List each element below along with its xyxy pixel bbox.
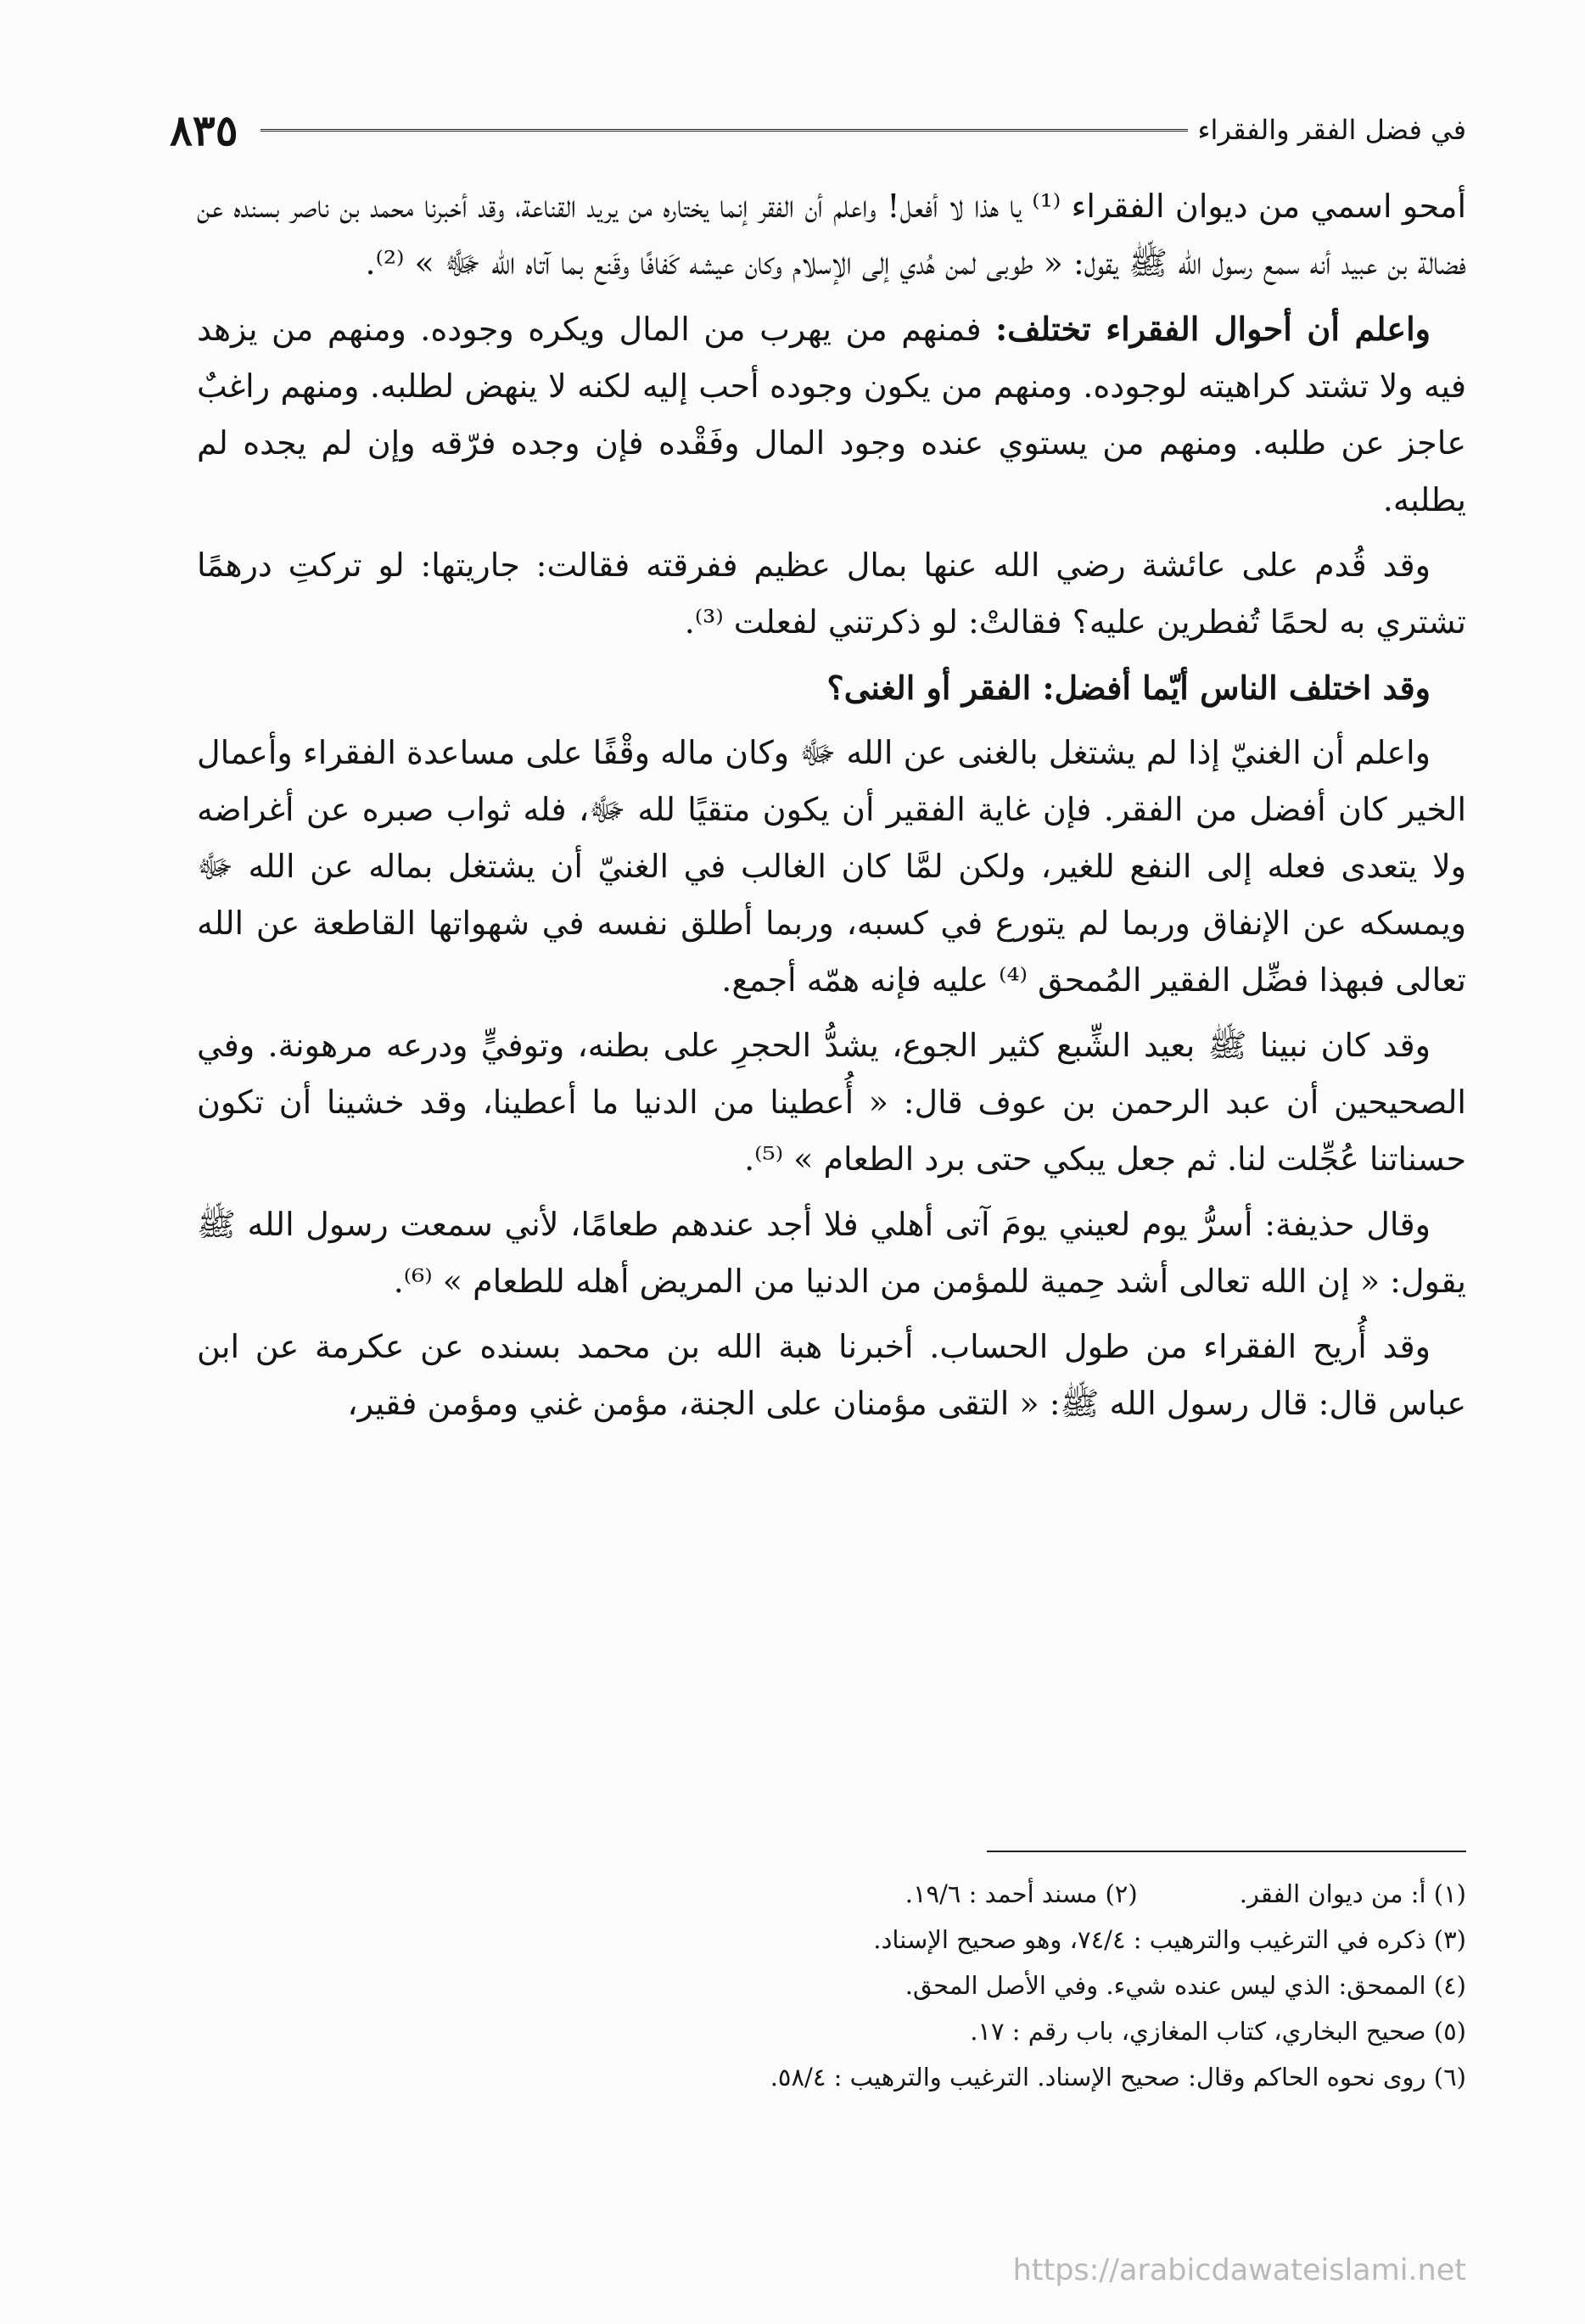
paragraph-8: وقد أُريح الفقراء من طول الحساب. أخبرنا هبة الله بن محمد بسنده عن عكرمة عن ابن عباس قال: قال رسول الله ﷺ: « التقى مؤمنان على الجنة، مؤمن غني ومؤمن فقير، [197,1328,1466,1422]
footnote-5: (٥) صحيح البخاري، كتاب المغازي، باب رقم : ١٧. [970,2017,1466,2046]
footnote-row [197,1963,1466,2008]
footnote-rule [987,1851,1466,1852]
running-header [170,100,1466,160]
running-title: في فضل الفقر والفقراء [1197,114,1466,146]
paragraph-7: وقال حذيفة: أسرُّ يوم لعيني يومَ آتى أهلي فلا أجد عندهم طعامًا، لأني سمعت رسول الله ﷺ يقول: « إن الله تعالى أشد حِمية للمؤمن من الدنيا من المريض أهله للطعام » ⁽⁶⁾. [197,1206,1466,1300]
paragraph-2-heading: واعلم أن أحوال الفقراء تختلف: [995,310,1431,348]
paragraph-2 [197,300,1466,529]
footnote-4: (٤) الممحق: الذي ليس عنده شيء. وفي الأصل المحق. [905,1971,1466,2000]
paragraph-1: أمحو اسمي من ديوان الفقراء ⁽¹⁾ يا هذا لا أفعل! واعلم أن الفقر إنما يختاره من يريد القناعة، وقد أخبرنا محمد بن ناصر بسنده عن فضالة بن عبيد أنه سمع رسول الله ﷺ يقول: « طوبى لمن هُدي إلى الإسلام وكان عيشه كَفافًا وقَنع بما آتاه الله ﷻ » ⁽²⁾. [197,188,1467,282]
header-rule [260,129,1188,132]
footnote-1: (١) أ: من ديوان الفقر. [1239,1879,1466,1908]
page-number: ٨٣٥ [170,104,238,155]
paragraph-2-text: فمنهم من يهرب من المال ويكره وجوده. ومنهم من يزهد فيه ولا تشتد كراهيته لوجوده. ومنهم من يكون وجوده أحب إليه لكنه لا ينهض لطلبه. ومنهم راغبٌ عاجز عن طلبه. ومنهم من يستوي عنده وجود المال وفَقْده فإن وجده فرّقه وإن لم يجده لم يطلبه. [197,311,1466,518]
footnote-3: (٣) ذكره في الترغيب والترهيب : ٧٤/٤، وهو صحيح الإسناد. [873,1925,1466,1954]
footnote-6: (٦) روى نحوه الحاكم وقال: صحيح الإسناد. الترغيب والترهيب : ٥٨/٤. [770,2063,1466,2092]
footnotes [197,1871,1466,2100]
footnote-row [197,2054,1466,2100]
main-text [197,178,1466,1441]
paragraph-6: وقد كان نبينا ﷺ بعيد الشِّبع كثير الجوع، يشدُّ الحجرِ على بطنه، وتوفيٍّ ودرعه مرهونة. وفي الصحيحين أن عبد الرحمن بن عوف قال: « أُعطينا من الدنيا ما أعطينا، وقد خشينا أن تكون حسناتنا عُجِّلت لنا. ثم جعل يبكي حتى برد الطعام » ⁽⁵⁾. [197,1027,1466,1178]
footnote-row [197,2008,1466,2054]
paragraph-3: وقد قُدم على عائشة رضي الله عنها بمال عظيم ففرقته فقالت: جاريتها: لو تركتِ درهمًا تشتري به لحمًا تُفطرين عليه؟ فقالتْ: لو ذكرتني لفعلت ⁽³⁾. [197,546,1466,641]
footnote-row [197,1871,1466,1917]
footnote-gap [1138,1871,1240,1917]
footnote-row [197,1917,1466,1963]
paragraph-5: واعلم أن الغنيّ إذا لم يشتغل بالغنى عن الله ﷻ وكان ماله وقْفًا على مساعدة الفقراء وأعمال الخير كان أفضل من الفقر. فإن غاية الفقير أن يكون متقيًا لله ﷻ، فله ثواب صبره عن أغراضه ولا يتعدى فعله إلى النفع للغير، ولكن لمَّا كان الغالب في الغنيّ أن يشتغل بماله عن الله ﷻ ويمسكه عن الإنفاق وربما لم يتورع في كسبه، وربما أطلق نفسه في شهواتها القاطعة عن الله تعالى فبهذا فضِّل الفقير المُمحق ⁽⁴⁾ عليه فإنه همّه أجمع. [197,734,1466,999]
watermark-url: https://arabicdawateislami.net [1012,2254,1466,2288]
section-heading: وقد اختلف الناس أيّما أفضل: الفقر أو الغنى؟ [826,669,1431,707]
footnote-2: (٢) مسند أحمد : ١٩/٦. [905,1879,1138,1908]
